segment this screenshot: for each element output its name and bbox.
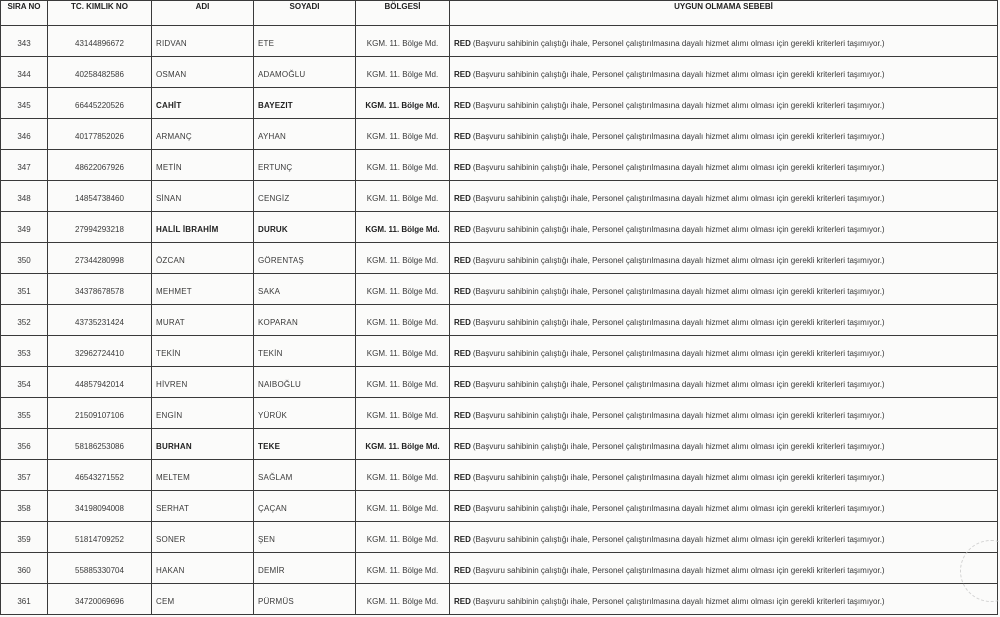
red-label: RED xyxy=(454,441,471,451)
cell-adi: ÖZCAN xyxy=(152,243,254,274)
cell-uygun-olmama-sebebi xyxy=(450,305,998,336)
table-row xyxy=(1,584,998,615)
reason-text: (Başvuru sahibinin çalıştığı ihale, Personel çalıştırılmasına dayalı hizmet alımı olması için gerekli kriterleri taşımıyor.) xyxy=(472,100,885,110)
red-label: RED xyxy=(454,100,471,110)
cell-adi: MEHMET xyxy=(152,274,254,305)
cell-adi: HAKAN xyxy=(152,553,254,584)
cell-bolgesi: KGM. 11. Bölge Md. xyxy=(356,243,450,274)
red-label: RED xyxy=(454,162,471,172)
cell-bolgesi: KGM. 11. Bölge Md. xyxy=(356,367,450,398)
cell-adi: SİNAN xyxy=(152,181,254,212)
cell-sira-no: 361 xyxy=(1,584,48,615)
cell-bolgesi: KGM. 11. Bölge Md. xyxy=(356,150,450,181)
cell-tc-kimlik-no: 51814709252 xyxy=(48,522,152,553)
cell-sira-no: 345 xyxy=(1,88,48,119)
header-sira-no: SIRA NO xyxy=(1,1,48,26)
cell-soyadi: DURUK xyxy=(254,212,356,243)
table-row xyxy=(1,398,998,429)
cell-uygun-olmama-sebebi xyxy=(450,57,998,88)
header-bolgesi: BÖLGESİ xyxy=(356,1,450,26)
cell-soyadi: ETE xyxy=(254,26,356,57)
red-label: RED xyxy=(454,472,471,482)
table-body xyxy=(1,26,998,615)
table-header xyxy=(1,1,998,26)
cell-adi: RIDVAN xyxy=(152,26,254,57)
cell-sira-no: 354 xyxy=(1,367,48,398)
cell-sira-no: 353 xyxy=(1,336,48,367)
cell-bolgesi: KGM. 11. Bölge Md. xyxy=(356,398,450,429)
cell-uygun-olmama-sebebi xyxy=(450,584,998,615)
red-label: RED xyxy=(454,224,471,234)
cell-adi: TEKİN xyxy=(152,336,254,367)
header-soyadi: SOYADI xyxy=(254,1,356,26)
cell-sira-no: 352 xyxy=(1,305,48,336)
cell-bolgesi: KGM. 11. Bölge Md. xyxy=(356,336,450,367)
cell-soyadi: TEKE xyxy=(254,429,356,460)
cell-tc-kimlik-no: 21509107106 xyxy=(48,398,152,429)
cell-bolgesi: KGM. 11. Bölge Md. xyxy=(356,429,450,460)
table-row xyxy=(1,274,998,305)
cell-sira-no: 357 xyxy=(1,460,48,491)
cell-sira-no: 349 xyxy=(1,212,48,243)
cell-soyadi: SAKA xyxy=(254,274,356,305)
reason-text: (Başvuru sahibinin çalıştığı ihale, Personel çalıştırılmasına dayalı hizmet alımı olması için gerekli kriterleri taşımıyor.) xyxy=(472,472,885,482)
red-label: RED xyxy=(454,69,471,79)
cell-bolgesi: KGM. 11. Bölge Md. xyxy=(356,274,450,305)
cell-adi: BURHAN xyxy=(152,429,254,460)
red-label: RED xyxy=(454,286,471,296)
reason-text: (Başvuru sahibinin çalıştığı ihale, Personel çalıştırılmasına dayalı hizmet alımı olması için gerekli kriterleri taşımıyor.) xyxy=(472,69,885,79)
cell-tc-kimlik-no: 34198094008 xyxy=(48,491,152,522)
table-row xyxy=(1,305,998,336)
reason-text: (Başvuru sahibinin çalıştığı ihale, Personel çalıştırılmasına dayalı hizmet alımı olması için gerekli kriterleri taşımıyor.) xyxy=(472,379,885,389)
cell-tc-kimlik-no: 58186253086 xyxy=(48,429,152,460)
cell-soyadi: SAĞLAM xyxy=(254,460,356,491)
cell-uygun-olmama-sebebi xyxy=(450,26,998,57)
cell-soyadi: PÜRMÜS xyxy=(254,584,356,615)
cell-bolgesi: KGM. 11. Bölge Md. xyxy=(356,491,450,522)
header-row xyxy=(1,1,998,26)
reason-text: (Başvuru sahibinin çalıştığı ihale, Personel çalıştırılmasına dayalı hizmet alımı olması için gerekli kriterleri taşımıyor.) xyxy=(472,441,885,451)
red-label: RED xyxy=(454,503,471,513)
header-uygun-olmama-sebebi: UYGUN OLMAMA SEBEBİ xyxy=(450,1,998,26)
cell-sira-no: 350 xyxy=(1,243,48,274)
cell-soyadi: ERTUNÇ xyxy=(254,150,356,181)
cell-uygun-olmama-sebebi xyxy=(450,274,998,305)
cell-soyadi: GÖRENTAŞ xyxy=(254,243,356,274)
cell-bolgesi: KGM. 11. Bölge Md. xyxy=(356,584,450,615)
cell-soyadi: ADAMOĞLU xyxy=(254,57,356,88)
table-row xyxy=(1,212,998,243)
cell-sira-no: 355 xyxy=(1,398,48,429)
cell-tc-kimlik-no: 48622067926 xyxy=(48,150,152,181)
cell-tc-kimlik-no: 27344280998 xyxy=(48,243,152,274)
cell-tc-kimlik-no: 40177852026 xyxy=(48,119,152,150)
table-row xyxy=(1,26,998,57)
cell-uygun-olmama-sebebi xyxy=(450,336,998,367)
reason-text: (Başvuru sahibinin çalıştığı ihale, Personel çalıştırılmasına dayalı hizmet alımı olması için gerekli kriterleri taşımıyor.) xyxy=(472,162,885,172)
cell-soyadi: BAYEZIT xyxy=(254,88,356,119)
cell-uygun-olmama-sebebi xyxy=(450,119,998,150)
reason-text: (Başvuru sahibinin çalıştığı ihale, Personel çalıştırılmasına dayalı hizmet alımı olması için gerekli kriterleri taşımıyor.) xyxy=(472,348,885,358)
cell-soyadi: TEKİN xyxy=(254,336,356,367)
red-label: RED xyxy=(454,38,471,48)
cell-tc-kimlik-no: 40258482586 xyxy=(48,57,152,88)
table-row xyxy=(1,429,998,460)
red-label: RED xyxy=(454,131,471,141)
cell-soyadi: ŞEN xyxy=(254,522,356,553)
cell-soyadi: AYHAN xyxy=(254,119,356,150)
red-label: RED xyxy=(454,565,471,575)
cell-adi: MELTEM xyxy=(152,460,254,491)
cell-adi: ENGİN xyxy=(152,398,254,429)
cell-soyadi: NAIBOĞLU xyxy=(254,367,356,398)
cell-tc-kimlik-no: 46543271552 xyxy=(48,460,152,491)
table-row xyxy=(1,243,998,274)
cell-bolgesi: KGM. 11. Bölge Md. xyxy=(356,553,450,584)
cell-uygun-olmama-sebebi xyxy=(450,460,998,491)
table-row xyxy=(1,336,998,367)
cell-adi: METİN xyxy=(152,150,254,181)
reason-text: (Başvuru sahibinin çalıştığı ihale, Personel çalıştırılmasına dayalı hizmet alımı olması için gerekli kriterleri taşımıyor.) xyxy=(472,410,885,420)
cell-bolgesi: KGM. 11. Bölge Md. xyxy=(356,181,450,212)
cell-uygun-olmama-sebebi xyxy=(450,243,998,274)
cell-uygun-olmama-sebebi xyxy=(450,553,998,584)
table-row xyxy=(1,367,998,398)
cell-bolgesi: KGM. 11. Bölge Md. xyxy=(356,119,450,150)
table-row xyxy=(1,522,998,553)
cell-uygun-olmama-sebebi xyxy=(450,181,998,212)
cell-tc-kimlik-no: 43735231424 xyxy=(48,305,152,336)
cell-tc-kimlik-no: 55885330704 xyxy=(48,553,152,584)
cell-uygun-olmama-sebebi xyxy=(450,88,998,119)
cell-soyadi: KOPARAN xyxy=(254,305,356,336)
reason-text: (Başvuru sahibinin çalıştığı ihale, Personel çalıştırılmasına dayalı hizmet alımı olması için gerekli kriterleri taşımıyor.) xyxy=(472,193,885,203)
cell-adi: CAHİT xyxy=(152,88,254,119)
table-row xyxy=(1,88,998,119)
cell-tc-kimlik-no: 66445220526 xyxy=(48,88,152,119)
cell-sira-no: 356 xyxy=(1,429,48,460)
cell-tc-kimlik-no: 44857942014 xyxy=(48,367,152,398)
cell-adi: OSMAN xyxy=(152,57,254,88)
reason-text: (Başvuru sahibinin çalıştığı ihale, Personel çalıştırılmasına dayalı hizmet alımı olması için gerekli kriterleri taşımıyor.) xyxy=(472,255,885,265)
cell-tc-kimlik-no: 14854738460 xyxy=(48,181,152,212)
cell-tc-kimlik-no: 27994293218 xyxy=(48,212,152,243)
reason-text: (Başvuru sahibinin çalıştığı ihale, Personel çalıştırılmasına dayalı hizmet alımı olması için gerekli kriterleri taşımıyor.) xyxy=(472,131,885,141)
table-row xyxy=(1,460,998,491)
header-adi: ADI xyxy=(152,1,254,26)
cell-bolgesi: KGM. 11. Bölge Md. xyxy=(356,88,450,119)
cell-sira-no: 347 xyxy=(1,150,48,181)
reason-text: (Başvuru sahibinin çalıştığı ihale, Personel çalıştırılmasına dayalı hizmet alımı olması için gerekli kriterleri taşımıyor.) xyxy=(472,596,885,606)
cell-uygun-olmama-sebebi xyxy=(450,429,998,460)
cell-adi: ARMANÇ xyxy=(152,119,254,150)
table-row xyxy=(1,57,998,88)
cell-adi: HİVREN xyxy=(152,367,254,398)
cell-tc-kimlik-no: 32962724410 xyxy=(48,336,152,367)
reason-text: (Başvuru sahibinin çalıştığı ihale, Personel çalıştırılmasına dayalı hizmet alımı olması için gerekli kriterleri taşımıyor.) xyxy=(472,565,885,575)
reason-text: (Başvuru sahibinin çalıştığı ihale, Personel çalıştırılmasına dayalı hizmet alımı olması için gerekli kriterleri taşımıyor.) xyxy=(472,38,885,48)
table-row xyxy=(1,491,998,522)
cell-sira-no: 348 xyxy=(1,181,48,212)
red-label: RED xyxy=(454,410,471,420)
cell-soyadi: DEMİR xyxy=(254,553,356,584)
red-label: RED xyxy=(454,255,471,265)
cell-sira-no: 343 xyxy=(1,26,48,57)
red-label: RED xyxy=(454,317,471,327)
reason-text: (Başvuru sahibinin çalıştığı ihale, Personel çalıştırılmasına dayalı hizmet alımı olması için gerekli kriterleri taşımıyor.) xyxy=(472,286,885,296)
cell-bolgesi: KGM. 11. Bölge Md. xyxy=(356,26,450,57)
cell-soyadi: CENGİZ xyxy=(254,181,356,212)
cell-adi: HALİL İBRAHİM xyxy=(152,212,254,243)
cell-sira-no: 346 xyxy=(1,119,48,150)
cell-tc-kimlik-no: 43144896672 xyxy=(48,26,152,57)
cell-adi: SONER xyxy=(152,522,254,553)
cell-bolgesi: KGM. 11. Bölge Md. xyxy=(356,460,450,491)
cell-adi: SERHAT xyxy=(152,491,254,522)
cell-bolgesi: KGM. 11. Bölge Md. xyxy=(356,305,450,336)
cell-bolgesi: KGM. 11. Bölge Md. xyxy=(356,212,450,243)
reason-text: (Başvuru sahibinin çalıştığı ihale, Personel çalıştırılmasına dayalı hizmet alımı olması için gerekli kriterleri taşımıyor.) xyxy=(472,224,885,234)
cell-adi: MURAT xyxy=(152,305,254,336)
table-row xyxy=(1,150,998,181)
red-label: RED xyxy=(454,193,471,203)
table-row xyxy=(1,119,998,150)
cell-bolgesi: KGM. 11. Bölge Md. xyxy=(356,57,450,88)
red-label: RED xyxy=(454,534,471,544)
cell-sira-no: 359 xyxy=(1,522,48,553)
cell-sira-no: 344 xyxy=(1,57,48,88)
cell-uygun-olmama-sebebi xyxy=(450,367,998,398)
cell-sira-no: 351 xyxy=(1,274,48,305)
reason-text: (Başvuru sahibinin çalıştığı ihale, Personel çalıştırılmasına dayalı hizmet alımı olması için gerekli kriterleri taşımıyor.) xyxy=(472,534,885,544)
table-row xyxy=(1,181,998,212)
cell-sira-no: 360 xyxy=(1,553,48,584)
cell-tc-kimlik-no: 34720069696 xyxy=(48,584,152,615)
red-label: RED xyxy=(454,596,471,606)
table-row xyxy=(1,553,998,584)
cell-uygun-olmama-sebebi xyxy=(450,150,998,181)
cell-adi: CEM xyxy=(152,584,254,615)
cell-uygun-olmama-sebebi xyxy=(450,491,998,522)
cell-bolgesi: KGM. 11. Bölge Md. xyxy=(356,522,450,553)
reason-text: (Başvuru sahibinin çalıştığı ihale, Personel çalıştırılmasına dayalı hizmet alımı olması için gerekli kriterleri taşımıyor.) xyxy=(472,317,885,327)
cell-uygun-olmama-sebebi xyxy=(450,522,998,553)
cell-soyadi: YÜRÜK xyxy=(254,398,356,429)
header-tc-kimlik-no: TC. KIMLIK NO xyxy=(48,1,152,26)
red-label: RED xyxy=(454,348,471,358)
cell-sira-no: 358 xyxy=(1,491,48,522)
cell-soyadi: ÇAÇAN xyxy=(254,491,356,522)
cell-uygun-olmama-sebebi xyxy=(450,398,998,429)
reason-text: (Başvuru sahibinin çalıştığı ihale, Personel çalıştırılmasına dayalı hizmet alımı olması için gerekli kriterleri taşımıyor.) xyxy=(472,503,885,513)
cell-uygun-olmama-sebebi xyxy=(450,212,998,243)
red-label: RED xyxy=(454,379,471,389)
cell-tc-kimlik-no: 34378678578 xyxy=(48,274,152,305)
